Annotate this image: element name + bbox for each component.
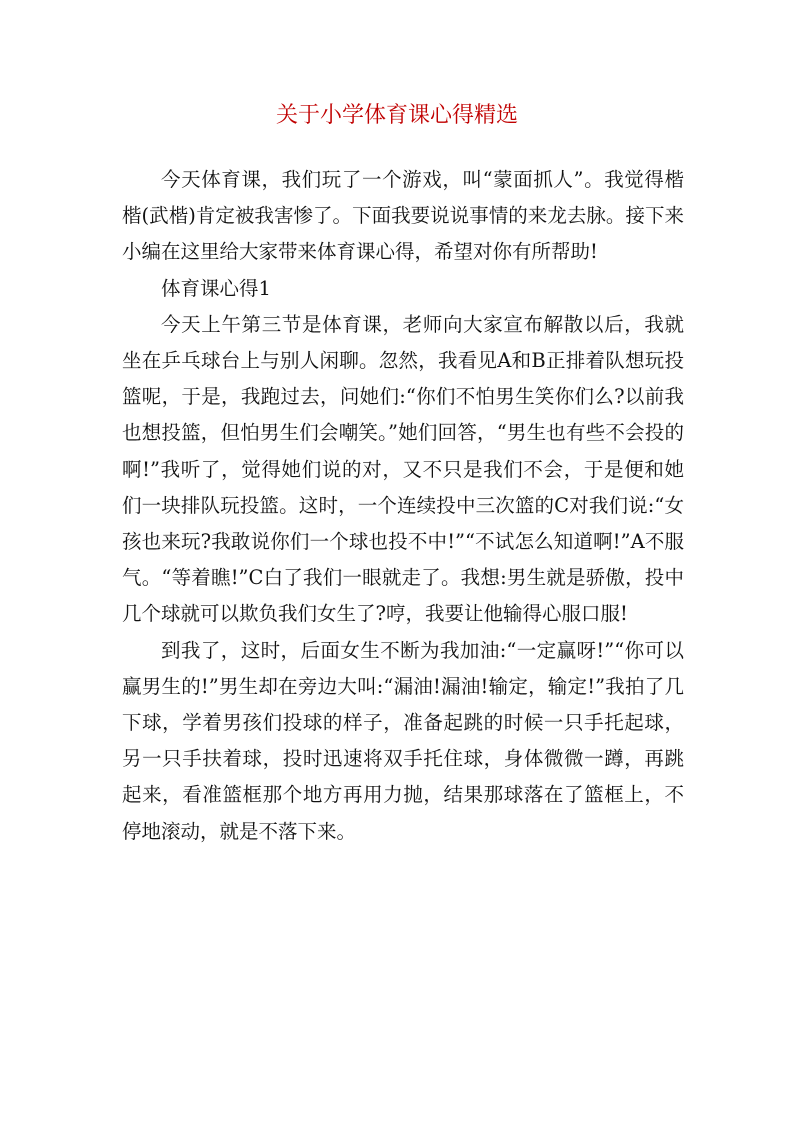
paragraph-intro: 今天体育课，我们玩了一个游戏，叫“蒙面抓人”。我觉得楷楷(武楷)肯定被我害惨了。下面我要说说事情的来龙去脉。接下来小编在这里给大家带来体育课心得，希望对你有所帮助!	[122, 168, 684, 264]
document-title: 关于小学体育课心得精选	[275, 103, 518, 128]
section-heading: 体育课心得1	[161, 276, 271, 300]
paragraph-basketball-story: 今天上午第三节是体育课，老师向大家宣布解散以后，我就坐在乒乓球台上与别人闲聊。忽然，我看见A和B正排着队想玩投篮呢，于是，我跑过去，问她们:“你们不怕男生笑你们么?以前我也想投篮，但怕男生们会嘲笑。”她们回答，“男生也有些不会投的啊!”我听了，觉得她们说的对，又不只是我们不会，于是便和她们一块排队玩投篮。这时，一个连续投中三次篮的C对我们说:“女孩也来玩?我敢说你们一个球也投不中!”“不试怎么知道啊!”A不服气。“等着瞧!”C白了我们一眼就走了。我想:男生就是骄傲，投中几个球就可以欺负我们女生了?哼，我要让他输得心服口服!	[122, 312, 684, 626]
paragraph-my-turn: 到我了，这时，后面女生不断为我加油:“一定赢呀!”“你可以赢男生的!”男生却在旁边大叫:“漏油!漏油!输定，输定!”我拍了几下球，学着男孩们投球的样子，准备起跳的时候一只手托起球，另一只手扶着球，投时迅速将双手托住球，身体微微一蹲，再跳起来，看准篮框那个地方再用力抛，结果那球落在了篮框上，不停地滚动，就是不落下来。	[122, 638, 684, 843]
document-body	[122, 162, 684, 850]
